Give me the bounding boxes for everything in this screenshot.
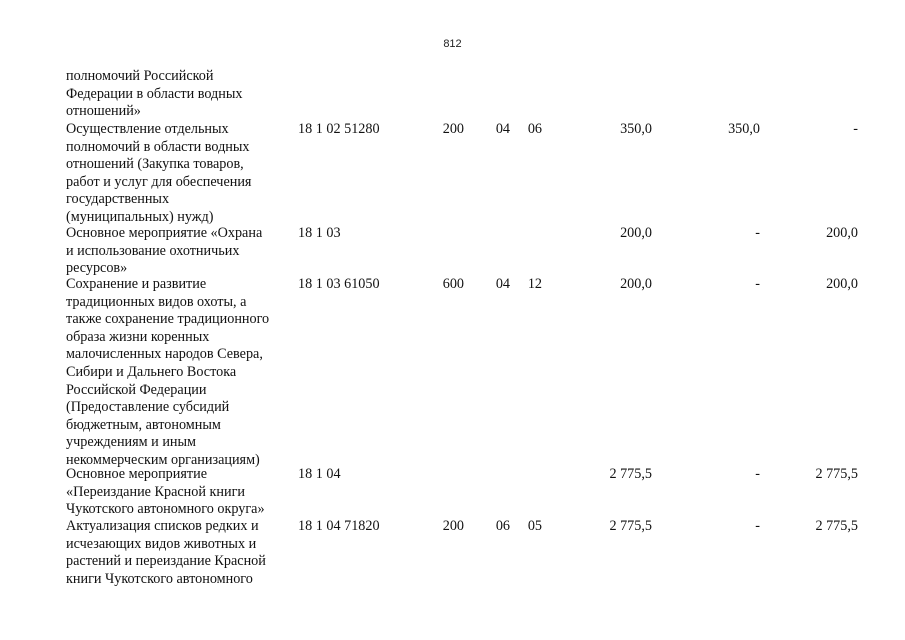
row-code: 18 1 02 51280 bbox=[298, 121, 380, 137]
row-name-line: полномочий в области водных bbox=[66, 138, 250, 155]
row-name-line: исчезающих видов животных и bbox=[66, 535, 257, 552]
row-subsection: 06 bbox=[527, 121, 542, 137]
row-federal: - bbox=[755, 276, 760, 292]
row-subsection: 05 bbox=[527, 518, 542, 534]
row-section: 04 bbox=[495, 276, 510, 292]
row-name-line: некоммерческим организациям) bbox=[66, 451, 260, 468]
row-name-line: книги Чукотского автономного bbox=[66, 570, 253, 587]
row-name-line: Федерации в области водных bbox=[66, 85, 243, 102]
row-name-line: государственных bbox=[66, 191, 170, 208]
row-name-line: полномочий Российской bbox=[66, 68, 214, 84]
row-name-line: отношений (Закупка товаров, bbox=[66, 156, 244, 173]
row-name-line: Российской Федерации bbox=[66, 381, 207, 398]
row-name bbox=[66, 68, 288, 121]
row-expense-type: 600 bbox=[442, 276, 464, 292]
row-code: 18 1 04 bbox=[298, 466, 341, 482]
row-name-line: отношений» bbox=[66, 103, 141, 120]
row-name bbox=[66, 518, 288, 588]
row-total: 200,0 bbox=[620, 225, 652, 241]
row-federal: - bbox=[755, 518, 760, 534]
row-name-line: малочисленных народов Севера, bbox=[66, 346, 263, 363]
row-section: 04 bbox=[495, 121, 510, 137]
row-regional: 2 775,5 bbox=[815, 466, 858, 482]
row-name-line: Сибири и Дальнего Востока bbox=[66, 363, 237, 380]
row-regional: 2 775,5 bbox=[815, 518, 858, 534]
row-code: 18 1 04 71820 bbox=[298, 518, 380, 534]
row-name-line: Сохранение и развитие bbox=[66, 276, 207, 292]
row-name-line: бюджетным, автономным bbox=[66, 416, 221, 433]
page-number: 812 bbox=[443, 38, 462, 50]
row-federal: - bbox=[755, 466, 760, 482]
row-name bbox=[66, 121, 288, 227]
row-total: 350,0 bbox=[620, 121, 652, 137]
row-subsection: 12 bbox=[527, 276, 542, 292]
row-name bbox=[66, 225, 288, 278]
row-expense-type: 200 bbox=[442, 121, 464, 137]
row-expense-type: 200 bbox=[442, 518, 464, 534]
row-name-line: образа жизни коренных bbox=[66, 328, 210, 345]
row-name-line: работ и услуг для обеспечения bbox=[66, 173, 252, 190]
row-name-line: традиционных видов охоты, а bbox=[66, 293, 247, 310]
row-regional: 200,0 bbox=[826, 276, 858, 292]
row-total: 2 775,5 bbox=[609, 466, 652, 482]
row-regional: 200,0 bbox=[826, 225, 858, 241]
row-total: 200,0 bbox=[620, 276, 652, 292]
row-name-line: Основное мероприятие bbox=[66, 466, 207, 482]
row-regional: - bbox=[853, 121, 858, 137]
row-name-line: учреждениям и иным bbox=[66, 434, 197, 451]
row-name-line: ресурсов» bbox=[66, 260, 128, 277]
row-name-line: «Переиздание Красной книги bbox=[66, 483, 245, 500]
row-code: 18 1 03 bbox=[298, 225, 341, 241]
row-name-line: Чукотского автономного округа» bbox=[66, 501, 265, 518]
row-name-line: растений и переиздание Красной bbox=[66, 553, 266, 570]
row-name-line: Осуществление отдельных bbox=[66, 121, 229, 137]
row-name bbox=[66, 466, 288, 519]
row-section: 06 bbox=[495, 518, 510, 534]
row-total: 2 775,5 bbox=[609, 518, 652, 534]
row-federal: - bbox=[755, 225, 760, 241]
row-name-line: и использование охотничьих bbox=[66, 242, 240, 259]
row-federal: 350,0 bbox=[728, 121, 760, 137]
row-name-line: (муниципальных) нужд) bbox=[66, 208, 214, 225]
row-name-line: (Предоставление субсидий bbox=[66, 399, 230, 416]
row-name-line: Основное мероприятие «Охрана bbox=[66, 225, 263, 241]
row-name bbox=[66, 276, 288, 470]
row-name-line: также сохранение традиционного bbox=[66, 311, 270, 328]
row-code: 18 1 03 61050 bbox=[298, 276, 380, 292]
row-name-line: Актуализация списков редких и bbox=[66, 518, 259, 534]
